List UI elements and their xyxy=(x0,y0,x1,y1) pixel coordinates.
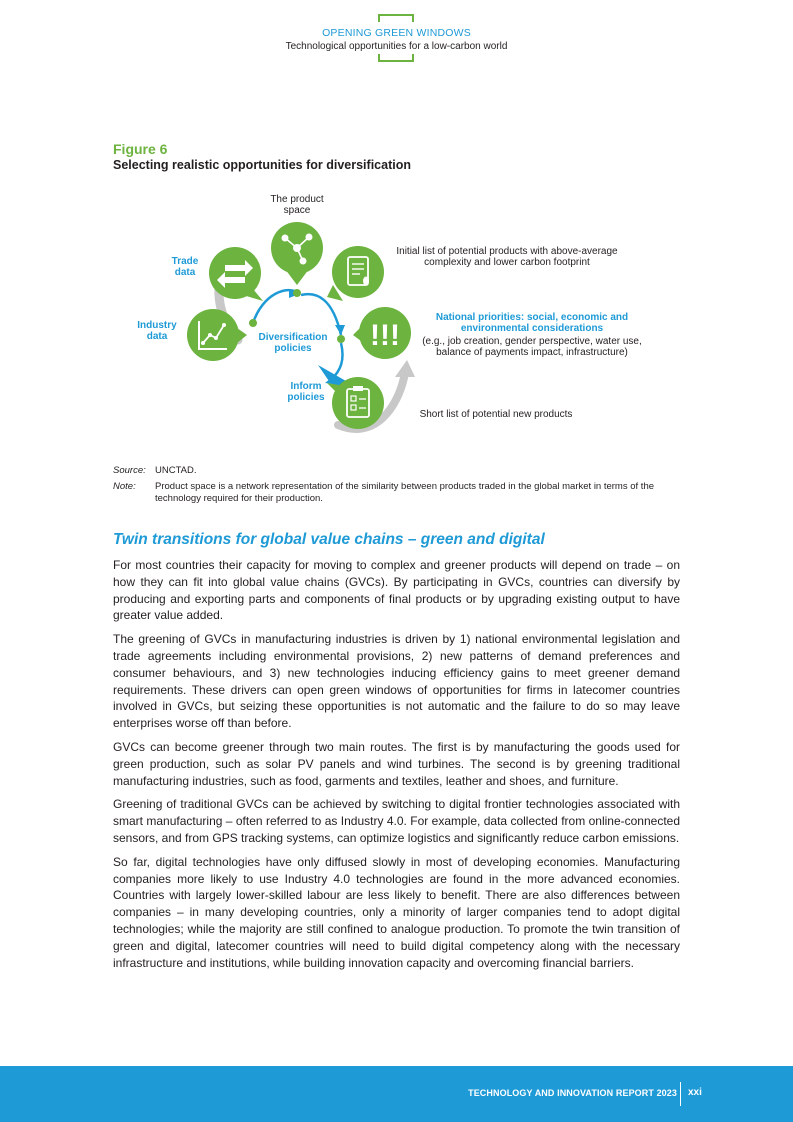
figure-note xyxy=(113,481,680,505)
header-subtitle: Technological opportunities for a low-carbon world xyxy=(285,41,508,52)
page-number: xxi xyxy=(688,1087,702,1098)
paragraph: For most countries their capacity for moving to complex and greener products will depend on trade – on how they can fit into global value chains (GVCs). By participating in GVCs, countries can diversify by producing and exporting parts and components of final products or by upgrading existing output to have greater value added. xyxy=(113,558,680,623)
blue-arc-2 xyxy=(301,294,341,335)
label-inform-policies: Inform policies xyxy=(287,381,325,403)
node-dot-1 xyxy=(249,319,257,327)
paragraph: So far, digital technologies have only diffused slowly in most of developing economies. Manufacturing companies more likely to use Industry 4.0 technologies are found in the more advanced economies. Countries with largely lower-skilled labour are less likely to benefit. There are also differences between companies – in many developing countries, only a minority of larger companies tend to adopt digital technologies; while the majority are still confined to analogue production. To promote the twin transition of green and digital, latecomer countries will need to build digital competency along with the necessary infrastructure and institutions, while building innovation capacity and overcoming financial barriers. xyxy=(113,854,680,970)
footer-report-title: TECHNOLOGY AND INNOVATION REPORT 2023 xyxy=(468,1088,677,1098)
clipboard-checklist-icon xyxy=(327,377,384,429)
document-footprint-icon xyxy=(327,246,384,301)
paragraph: Greening of traditional GVCs can be achieved by switching to digital frontier technologies associated with smart manufacturing – often referred to as Industry 4.0. For example, data collected from online-connected sensors, and from GPS tracking systems, can optimize logistics and significantly reduce carbon emissions. xyxy=(113,797,680,845)
figure-label: Figure 6 xyxy=(113,141,168,157)
section-title: Twin transitions for global value chains – green and digital xyxy=(113,531,545,548)
label-initial-list: Initial list of potential products with above-average complexity and lower carbon footprint xyxy=(396,246,618,268)
svg-text:!!!: !!! xyxy=(370,319,400,352)
paragraph: The greening of GVCs in manufacturing industries is driven by 1) national environmental legislation and trade agreements including environmental provisions, 2) new patterns of demand preferences and consumer behaviours, and 3) new technologies inducing efficiency gains to meet greener demand requirements. These drivers can open green windows of opportunities for firms in latecomer countries involved in GVCs, but seizing these opportunities is not automatic and the failure to do so may leave enterprises worse off than before. xyxy=(113,632,680,731)
line-chart-icon xyxy=(187,309,247,361)
page-footer xyxy=(0,1066,793,1122)
label-national-priorities-detail: (e.g., job creation, gender perspective, water use, balance of payments impact, infrastructure) xyxy=(422,336,642,358)
label-trade-data: Trade data xyxy=(171,256,199,278)
note-key: Note: xyxy=(113,481,136,492)
header-title: OPENING GREEN WINDOWS xyxy=(322,27,471,39)
node-dot-2 xyxy=(293,289,301,297)
label-industry-data: Industry data xyxy=(137,320,177,342)
grey-arrowhead xyxy=(395,360,415,377)
header-bracket-top xyxy=(378,14,414,22)
label-short-list: Short list of potential new products xyxy=(419,409,573,420)
body-text xyxy=(113,557,680,978)
source-value: UNCTAD. xyxy=(155,465,197,476)
header-bracket-bottom xyxy=(378,54,414,62)
note-value: Product space is a network representation of the similarity between products traded in the global market in terms of the technology required for their production. xyxy=(155,481,655,504)
exclamation-icon xyxy=(353,307,411,359)
paragraph: GVCs can become greener through two main routes. The first is by manufacturing the goods used for green production, such as solar PV panels and wind turbines. The second is by greening traditional manufacturing industries, such as food, garments and textiles, leather and shoes, and furniture. xyxy=(113,739,680,788)
figure-source xyxy=(113,465,197,476)
label-diversification-policies: Diversification policies xyxy=(258,332,328,354)
label-national-priorities-title: National priorities: social, economic and environmental considerations xyxy=(435,312,629,334)
diversification-diagram xyxy=(113,185,680,445)
label-product-space: The product space xyxy=(270,194,324,216)
network-icon xyxy=(271,222,323,285)
footer-divider xyxy=(680,1082,681,1106)
figure-title: Selecting realistic opportunities for diversification xyxy=(113,158,411,172)
source-key: Source: xyxy=(113,465,146,476)
node-dot-3 xyxy=(337,335,345,343)
